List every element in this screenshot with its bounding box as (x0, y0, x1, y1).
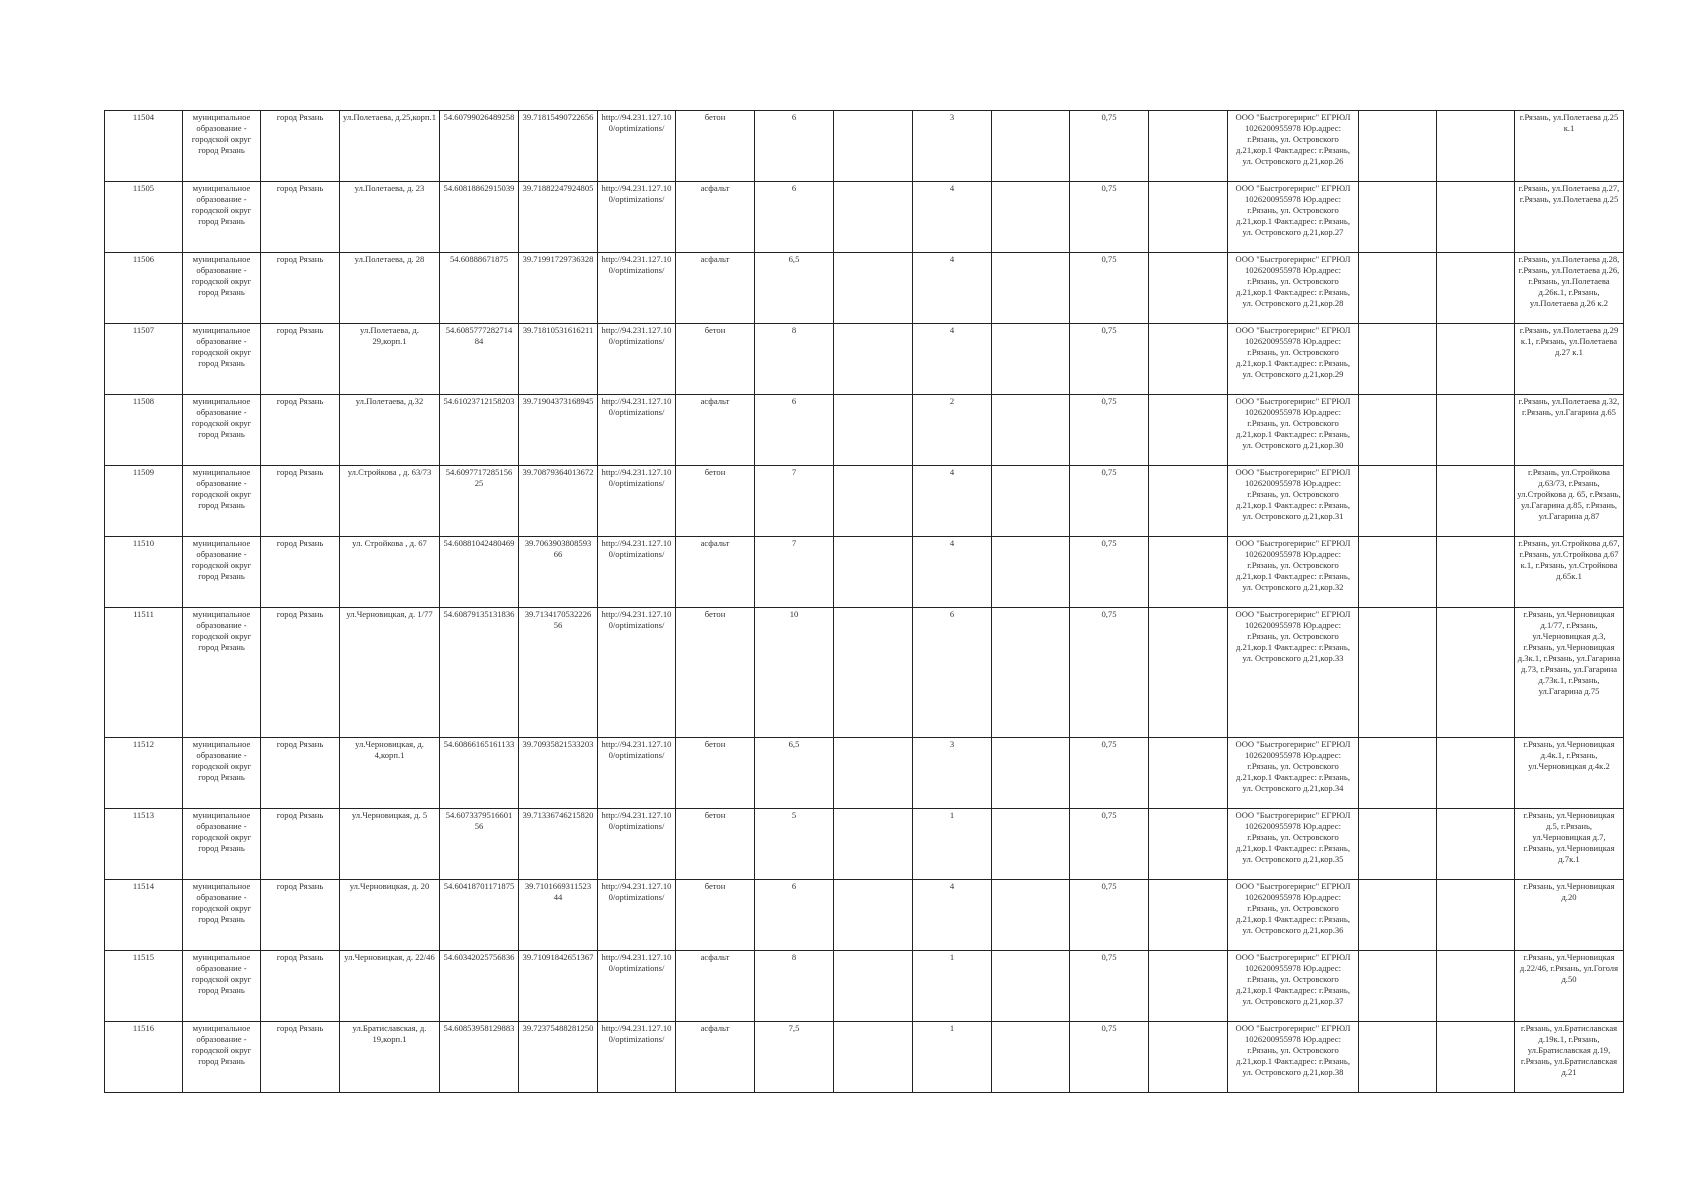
cell-empty (1359, 738, 1437, 809)
cell-longitude: 39.7101669311523 44 (519, 880, 598, 951)
cell-id: 11516 (105, 1022, 183, 1093)
cell-empty (1359, 253, 1437, 324)
cell-empty (1437, 608, 1515, 738)
cell-containers: 3 (913, 111, 992, 182)
cell-empty (1149, 1022, 1228, 1093)
cell-owner: ООО "Быстрогеририс" ЕГРЮЛ 1026200955978 Юр.адрес: г.Рязань, ул. Островского д.21,кор.1 Факт.адрес: г.Рязань, ул. Островского д.21,кор.33 (1228, 608, 1359, 738)
cell-id: 11512 (105, 738, 183, 809)
registry-body (105, 111, 1624, 1093)
cell-surface: бетон (676, 738, 755, 809)
table-row (105, 466, 1624, 537)
cell-owner: ООО "Быстрогеририс" ЕГРЮЛ 1026200955978 Юр.адрес: г.Рязань, ул. Островского д.21,кор.1 Факт.адрес: г.Рязань, ул. Островского д.21,кор.29 (1228, 324, 1359, 395)
cell-empty (834, 809, 913, 880)
cell-municipality: муниципальное образование - городской округ город Рязань (183, 253, 261, 324)
cell-latitude: 54.60418701171875 (440, 880, 519, 951)
cell-link: http://94.231.127.100/optimizations/ (598, 951, 676, 1022)
cell-volume: 0,75 (1070, 951, 1149, 1022)
cell-empty (1437, 395, 1515, 466)
cell-empty (992, 809, 1070, 880)
cell-latitude: 54.60342025756836 (440, 951, 519, 1022)
cell-containers: 4 (913, 324, 992, 395)
cell-sources: г.Рязань, ул.Черновицкая д.20 (1515, 880, 1624, 951)
cell-empty (1437, 1022, 1515, 1093)
cell-longitude: 39.71882247924805 (519, 182, 598, 253)
table-row (105, 951, 1624, 1022)
cell-containers: 4 (913, 182, 992, 253)
cell-empty (1359, 951, 1437, 1022)
cell-empty (1437, 951, 1515, 1022)
cell-municipality: муниципальное образование - городской округ город Рязань (183, 395, 261, 466)
cell-street: ул.Полетаева, д. 29,корп.1 (340, 324, 440, 395)
cell-empty (834, 880, 913, 951)
cell-empty (992, 537, 1070, 608)
cell-latitude: 54.60853958129883 (440, 1022, 519, 1093)
cell-link: http://94.231.127.100/optimizations/ (598, 880, 676, 951)
cell-volume: 0,75 (1070, 466, 1149, 537)
cell-sources: г.Рязань, ул.Черновицкая д.4к.1, г.Рязань, ул.Черновицкая д.4к.2 (1515, 738, 1624, 809)
cell-surface: бетон (676, 111, 755, 182)
cell-empty (1149, 182, 1228, 253)
cell-street: ул.Полетаева, д. 28 (340, 253, 440, 324)
cell-area: 8 (755, 324, 834, 395)
cell-empty (1437, 880, 1515, 951)
cell-municipality: муниципальное образование - городской округ город Рязань (183, 738, 261, 809)
cell-surface: асфальт (676, 395, 755, 466)
cell-latitude: 54.60881042480469 (440, 537, 519, 608)
cell-id: 11508 (105, 395, 183, 466)
cell-sources: г.Рязань, ул.Стройкова д.67, г.Рязань, ул.Стройкова д.67 к.1, г.Рязань, ул.Стройкова д.65к.1 (1515, 537, 1624, 608)
cell-link: http://94.231.127.100/optimizations/ (598, 608, 676, 738)
cell-volume: 0,75 (1070, 880, 1149, 951)
cell-street: ул.Черновицкая, д. 20 (340, 880, 440, 951)
cell-containers: 4 (913, 466, 992, 537)
cell-empty (1149, 324, 1228, 395)
cell-longitude: 39.72375488281250 (519, 1022, 598, 1093)
cell-area: 7 (755, 466, 834, 537)
cell-area: 6 (755, 880, 834, 951)
cell-municipality: муниципальное образование - городской округ город Рязань (183, 466, 261, 537)
cell-municipality: муниципальное образование - городской округ город Рязань (183, 182, 261, 253)
cell-empty (1149, 738, 1228, 809)
cell-empty (834, 951, 913, 1022)
cell-id: 11506 (105, 253, 183, 324)
cell-empty (1359, 537, 1437, 608)
cell-sources: г.Рязань, ул.Черновицкая д.5, г.Рязань, ул.Черновицкая д.7, г.Рязань, ул.Черновицкая д.7к.1 (1515, 809, 1624, 880)
cell-owner: ООО "Быстрогеририс" ЕГРЮЛ 1026200955978 Юр.адрес: г.Рязань, ул. Островского д.21,кор.1 Факт.адрес: г.Рязань, ул. Островского д.21,кор.26 (1228, 111, 1359, 182)
cell-id: 11505 (105, 182, 183, 253)
table-row (105, 395, 1624, 466)
cell-area: 6,5 (755, 738, 834, 809)
cell-municipality: муниципальное образование - городской округ город Рязань (183, 608, 261, 738)
cell-longitude: 39.70935821533203 (519, 738, 598, 809)
cell-empty (1437, 466, 1515, 537)
cell-containers: 6 (913, 608, 992, 738)
cell-empty (1437, 738, 1515, 809)
cell-empty (1149, 951, 1228, 1022)
table-row (105, 880, 1624, 951)
cell-volume: 0,75 (1070, 253, 1149, 324)
cell-link: http://94.231.127.100/optimizations/ (598, 466, 676, 537)
cell-containers: 2 (913, 395, 992, 466)
cell-municipality: муниципальное образование - городской округ город Рязань (183, 809, 261, 880)
cell-containers: 1 (913, 951, 992, 1022)
cell-empty (834, 466, 913, 537)
cell-empty (834, 1022, 913, 1093)
cell-surface: асфальт (676, 182, 755, 253)
cell-municipality: муниципальное образование - городской округ город Рязань (183, 537, 261, 608)
cell-empty (1437, 111, 1515, 182)
cell-empty (992, 324, 1070, 395)
cell-empty (992, 1022, 1070, 1093)
cell-empty (992, 951, 1070, 1022)
registry-table (104, 110, 1624, 1093)
cell-owner: ООО "Быстрогеририс" ЕГРЮЛ 1026200955978 Юр.адрес: г.Рязань, ул. Островского д.21,кор.1 Факт.адрес: г.Рязань, ул. Островского д.21,кор.38 (1228, 1022, 1359, 1093)
cell-id: 11513 (105, 809, 183, 880)
cell-id: 11515 (105, 951, 183, 1022)
cell-owner: ООО "Быстрогеририс" ЕГРЮЛ 1026200955978 Юр.адрес: г.Рязань, ул. Островского д.21,кор.1 Факт.адрес: г.Рязань, ул. Островского д.21,кор.32 (1228, 537, 1359, 608)
cell-owner: ООО "Быстрогеририс" ЕГРЮЛ 1026200955978 Юр.адрес: г.Рязань, ул. Островского д.21,кор.1 Факт.адрес: г.Рязань, ул. Островского д.21,кор.27 (1228, 182, 1359, 253)
cell-area: 6 (755, 111, 834, 182)
cell-longitude: 39.71091842651367 (519, 951, 598, 1022)
cell-sources: г.Рязань, ул.Стройкова д.63/73, г.Рязань, ул.Стройкова д. 65, г.Рязань, ул.Гагарина д.85, г.Рязань, ул.Гагарина д.87 (1515, 466, 1624, 537)
cell-surface: бетон (676, 324, 755, 395)
cell-empty (1359, 1022, 1437, 1093)
cell-empty (992, 466, 1070, 537)
table-row (105, 253, 1624, 324)
cell-municipality: муниципальное образование - городской округ город Рязань (183, 1022, 261, 1093)
cell-city: город Рязань (261, 537, 340, 608)
cell-link: http://94.231.127.100/optimizations/ (598, 1022, 676, 1093)
cell-sources: г.Рязань, ул.Черновицкая д.22/46, г.Рязань, ул.Гоголя д.50 (1515, 951, 1624, 1022)
cell-street: ул.Полетаева, д.25,корп.1 (340, 111, 440, 182)
cell-area: 6 (755, 395, 834, 466)
cell-empty (834, 608, 913, 738)
cell-link: http://94.231.127.100/optimizations/ (598, 537, 676, 608)
table-row (105, 182, 1624, 253)
cell-city: город Рязань (261, 466, 340, 537)
cell-owner: ООО "Быстрогеририс" ЕГРЮЛ 1026200955978 Юр.адрес: г.Рязань, ул. Островского д.21,кор.1 Факт.адрес: г.Рязань, ул. Островского д.21,кор.35 (1228, 809, 1359, 880)
cell-area: 5 (755, 809, 834, 880)
cell-containers: 3 (913, 738, 992, 809)
cell-street: ул.Полетаева, д. 23 (340, 182, 440, 253)
cell-longitude: 39.71991729736328 (519, 253, 598, 324)
cell-volume: 0,75 (1070, 182, 1149, 253)
cell-volume: 0,75 (1070, 1022, 1149, 1093)
cell-empty (1359, 809, 1437, 880)
cell-link: http://94.231.127.100/optimizations/ (598, 809, 676, 880)
cell-empty (1149, 537, 1228, 608)
cell-id: 11510 (105, 537, 183, 608)
cell-surface: асфальт (676, 537, 755, 608)
cell-owner: ООО "Быстрогеририс" ЕГРЮЛ 1026200955978 Юр.адрес: г.Рязань, ул. Островского д.21,кор.1 Факт.адрес: г.Рязань, ул. Островского д.21,кор.30 (1228, 395, 1359, 466)
cell-empty (1359, 466, 1437, 537)
cell-link: http://94.231.127.100/optimizations/ (598, 395, 676, 466)
table-row (105, 537, 1624, 608)
cell-longitude: 39.71815490722656 (519, 111, 598, 182)
cell-id: 11514 (105, 880, 183, 951)
cell-city: город Рязань (261, 395, 340, 466)
cell-empty (1359, 395, 1437, 466)
table-row (105, 809, 1624, 880)
cell-longitude: 39.7134170532226 56 (519, 608, 598, 738)
cell-street: ул.Черновицкая, д. 4,корп.1 (340, 738, 440, 809)
cell-latitude: 54.60799026489258 (440, 111, 519, 182)
cell-latitude: 54.60879135131836 (440, 608, 519, 738)
cell-volume: 0,75 (1070, 324, 1149, 395)
cell-surface: бетон (676, 608, 755, 738)
cell-sources: г.Рязань, ул.Полетаева д.29 к.1, г.Рязань, ул.Полетаева д.27 к.1 (1515, 324, 1624, 395)
cell-city: город Рязань (261, 880, 340, 951)
cell-volume: 0,75 (1070, 608, 1149, 738)
cell-empty (1359, 182, 1437, 253)
cell-area: 7 (755, 537, 834, 608)
cell-empty (834, 111, 913, 182)
cell-surface: асфальт (676, 951, 755, 1022)
cell-empty (992, 738, 1070, 809)
cell-volume: 0,75 (1070, 809, 1149, 880)
cell-link: http://94.231.127.100/optimizations/ (598, 111, 676, 182)
cell-area: 8 (755, 951, 834, 1022)
cell-surface: асфальт (676, 1022, 755, 1093)
cell-area: 6 (755, 182, 834, 253)
cell-empty (834, 738, 913, 809)
cell-empty (1437, 324, 1515, 395)
cell-empty (1437, 253, 1515, 324)
cell-city: город Рязань (261, 951, 340, 1022)
table-row (105, 738, 1624, 809)
cell-empty (992, 608, 1070, 738)
cell-municipality: муниципальное образование - городской округ город Рязань (183, 324, 261, 395)
cell-surface: бетон (676, 880, 755, 951)
cell-containers: 4 (913, 537, 992, 608)
cell-empty (834, 182, 913, 253)
cell-empty (834, 537, 913, 608)
cell-street: ул.Черновицкая, д. 5 (340, 809, 440, 880)
cell-empty (1149, 253, 1228, 324)
cell-latitude: 54.6097717285156 25 (440, 466, 519, 537)
cell-containers: 4 (913, 880, 992, 951)
cell-surface: бетон (676, 809, 755, 880)
cell-empty (992, 880, 1070, 951)
cell-id: 11507 (105, 324, 183, 395)
cell-sources: г.Рязань, ул.Полетаева д.32, г.Рязань, ул.Гагарина д.65 (1515, 395, 1624, 466)
cell-owner: ООО "Быстрогеририс" ЕГРЮЛ 1026200955978 Юр.адрес: г.Рязань, ул. Островского д.21,кор.1 Факт.адрес: г.Рязань, ул. Островского д.21,кор.31 (1228, 466, 1359, 537)
cell-city: город Рязань (261, 738, 340, 809)
cell-empty (1149, 111, 1228, 182)
cell-longitude: 39.7063903808593 66 (519, 537, 598, 608)
cell-containers: 1 (913, 809, 992, 880)
cell-empty (1437, 537, 1515, 608)
cell-empty (1149, 466, 1228, 537)
cell-sources: г.Рязань, ул.Полетаева д.28, г.Рязань, ул.Полетаева д.26, г.Рязань, ул.Полетаева д.26к.1, г.Рязань, ул.Полетаева д.26 к.2 (1515, 253, 1624, 324)
cell-empty (1437, 182, 1515, 253)
cell-longitude: 39.71810531616211 (519, 324, 598, 395)
cell-city: город Рязань (261, 324, 340, 395)
cell-longitude: 39.71904373168945 (519, 395, 598, 466)
cell-volume: 0,75 (1070, 537, 1149, 608)
table-row (105, 1022, 1624, 1093)
cell-city: город Рязань (261, 111, 340, 182)
cell-latitude: 54.61023712158203 (440, 395, 519, 466)
table-row (105, 324, 1624, 395)
cell-containers: 1 (913, 1022, 992, 1093)
cell-empty (1149, 395, 1228, 466)
cell-id: 11509 (105, 466, 183, 537)
cell-empty (1359, 608, 1437, 738)
cell-city: город Рязань (261, 608, 340, 738)
cell-city: город Рязань (261, 182, 340, 253)
cell-latitude: 54.6085777282714 84 (440, 324, 519, 395)
cell-owner: ООО "Быстрогеририс" ЕГРЮЛ 1026200955978 Юр.адрес: г.Рязань, ул. Островского д.21,кор.1 Факт.адрес: г.Рязань, ул. Островского д.21,кор.28 (1228, 253, 1359, 324)
cell-latitude: 54.60866165161133 (440, 738, 519, 809)
cell-sources: г.Рязань, ул.Черновицкая д.1/77, г.Рязань, ул.Черновицкая д.3, г.Рязань, ул.Черновицкая д.3к.1, г.Рязань, ул.Гагарина д.73, г.Рязань, ул.Гагарина д.73к.1, г.Рязань, ул.Гагарина д.75 (1515, 608, 1624, 738)
cell-street: ул.Стройкова , д. 63/73 (340, 466, 440, 537)
cell-empty (1359, 880, 1437, 951)
cell-city: город Рязань (261, 253, 340, 324)
cell-empty (1359, 324, 1437, 395)
cell-longitude: 39.71336746215820 (519, 809, 598, 880)
cell-street: ул.Черновицкая, д. 1/77 (340, 608, 440, 738)
cell-empty (992, 253, 1070, 324)
cell-sources: г.Рязань, ул.Братиславская д.19к.1, г.Рязань, ул.Братиславская д.19, г.Рязань, ул.Братиславская д.21 (1515, 1022, 1624, 1093)
cell-municipality: муниципальное образование - городской округ город Рязань (183, 880, 261, 951)
cell-city: город Рязань (261, 1022, 340, 1093)
cell-id: 11504 (105, 111, 183, 182)
cell-empty (1149, 809, 1228, 880)
cell-link: http://94.231.127.100/optimizations/ (598, 182, 676, 253)
cell-link: http://94.231.127.100/optimizations/ (598, 253, 676, 324)
cell-municipality: муниципальное образование - городской округ город Рязань (183, 111, 261, 182)
cell-street: ул.Полетаева, д.32 (340, 395, 440, 466)
cell-empty (992, 182, 1070, 253)
cell-street: ул. Стройкова , д. 67 (340, 537, 440, 608)
cell-latitude: 54.6073379516601 56 (440, 809, 519, 880)
cell-empty (1359, 111, 1437, 182)
cell-area: 10 (755, 608, 834, 738)
cell-empty (1149, 880, 1228, 951)
cell-empty (1149, 608, 1228, 738)
cell-empty (834, 253, 913, 324)
cell-surface: асфальт (676, 253, 755, 324)
cell-empty (992, 111, 1070, 182)
cell-empty (1437, 809, 1515, 880)
cell-volume: 0,75 (1070, 395, 1149, 466)
cell-volume: 0,75 (1070, 111, 1149, 182)
cell-containers: 4 (913, 253, 992, 324)
cell-longitude: 39.70879364013672 (519, 466, 598, 537)
cell-empty (834, 395, 913, 466)
table-row (105, 608, 1624, 738)
cell-id: 11511 (105, 608, 183, 738)
cell-latitude: 54.60818862915039 (440, 182, 519, 253)
cell-street: ул.Черновицкая, д. 22/46 (340, 951, 440, 1022)
cell-empty (992, 395, 1070, 466)
cell-area: 6,5 (755, 253, 834, 324)
cell-street: ул.Братиславская, д. 19,корп.1 (340, 1022, 440, 1093)
cell-latitude: 54.60888671875 (440, 253, 519, 324)
cell-city: город Рязань (261, 809, 340, 880)
cell-link: http://94.231.127.100/optimizations/ (598, 324, 676, 395)
cell-empty (834, 324, 913, 395)
cell-volume: 0,75 (1070, 738, 1149, 809)
cell-sources: г.Рязань, ул.Полетаева д.25 к.1 (1515, 111, 1624, 182)
cell-municipality: муниципальное образование - городской округ город Рязань (183, 951, 261, 1022)
cell-owner: ООО "Быстрогеририс" ЕГРЮЛ 1026200955978 Юр.адрес: г.Рязань, ул. Островского д.21,кор.1 Факт.адрес: г.Рязань, ул. Островского д.21,кор.37 (1228, 951, 1359, 1022)
cell-sources: г.Рязань, ул.Полетаева д.27, г.Рязань, ул.Полетаева д.25 (1515, 182, 1624, 253)
cell-area: 7,5 (755, 1022, 834, 1093)
cell-owner: ООО "Быстрогеририс" ЕГРЮЛ 1026200955978 Юр.адрес: г.Рязань, ул. Островского д.21,кор.1 Факт.адрес: г.Рязань, ул. Островского д.21,кор.36 (1228, 880, 1359, 951)
cell-surface: бетон (676, 466, 755, 537)
table-row (105, 111, 1624, 182)
cell-link: http://94.231.127.100/optimizations/ (598, 738, 676, 809)
cell-owner: ООО "Быстрогеририс" ЕГРЮЛ 1026200955978 Юр.адрес: г.Рязань, ул. Островского д.21,кор.1 Факт.адрес: г.Рязань, ул. Островского д.21,кор.34 (1228, 738, 1359, 809)
